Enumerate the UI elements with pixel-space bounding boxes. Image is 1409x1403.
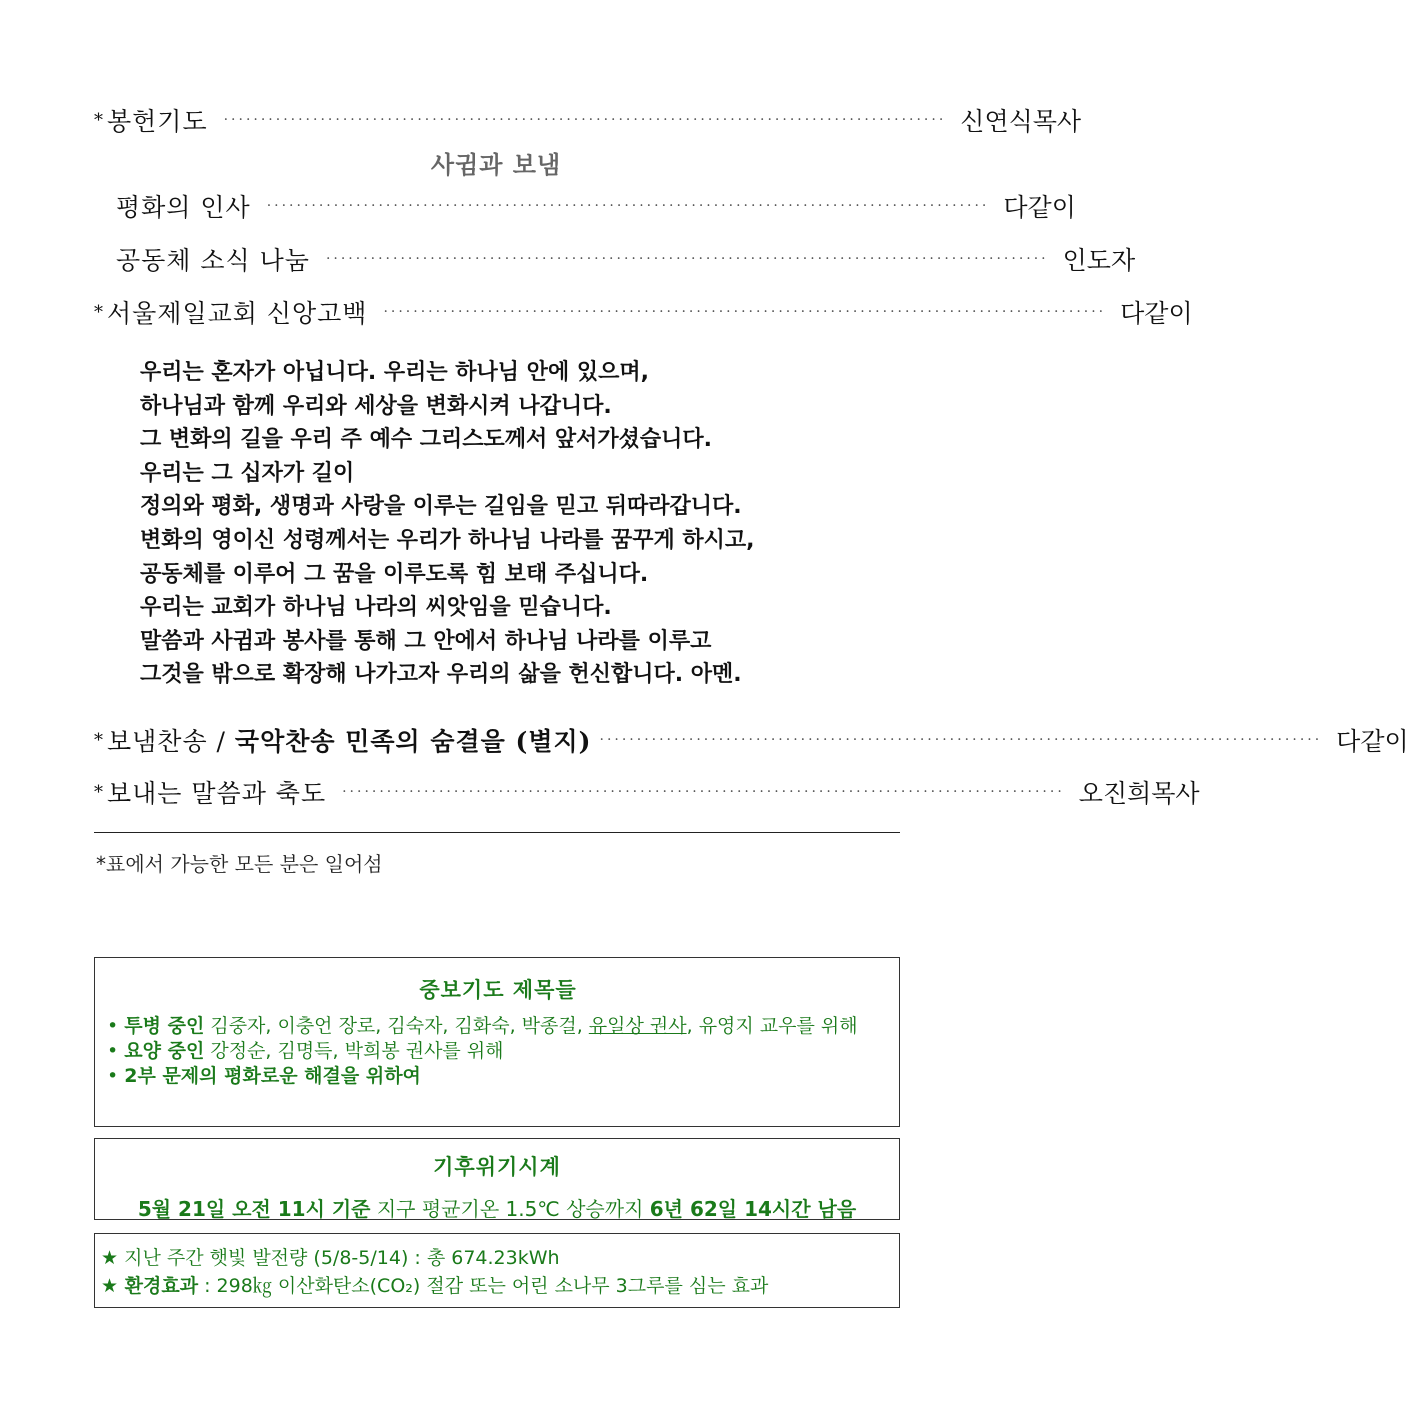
standing-mark: *	[94, 301, 103, 323]
order-leader: 다 같 이	[1003, 193, 1076, 222]
confession-line: 우리는 교회가 하나님 나라의 씨앗임을 믿습니다.	[140, 595, 612, 621]
bullet: •	[107, 1065, 119, 1087]
order-label: 서울제일교회 신앙고백	[107, 299, 368, 328]
order-label: 보내는 말씀과 축도	[107, 779, 327, 808]
order-leader: 다 같 이	[1120, 299, 1193, 328]
order-row-offering-prayer	[94, 100, 1082, 140]
order-row-peace-greeting	[116, 186, 1076, 226]
prayer-requests-box	[94, 957, 900, 1127]
divider	[94, 832, 900, 833]
prayer-item: • 요양 중인 강정순, 김명득, 박희봉 권사를 위해	[107, 1040, 504, 1062]
confession-line: 정의와 평화, 생명과 사랑을 이루는 길임을 믿고 뒤따라갑니다.	[140, 494, 742, 520]
leader-dots: ·································································································	[342, 784, 1065, 800]
leader-dots: ·································································································	[599, 732, 1323, 748]
prayer-item: • 2부 문제의 평화로운 해결을 위하여	[107, 1065, 421, 1087]
order-leader: 인 도 자	[1062, 246, 1136, 275]
box-title: 기후위기시계	[433, 1155, 561, 1179]
section-title: 사귐과 보냄	[430, 151, 562, 179]
prayer-item: • 투병 중인 김중자, 이충언 장로, 김숙자, 김화숙, 박종걸, 유일상 권사, 유영지 교우를 위해	[107, 1015, 858, 1037]
confession-line: 우리는 혼자가 아닙니다. 우리는 하나님 안에 있으며,	[140, 360, 649, 385]
confession-line: 우리는 그 십자가 길이	[140, 460, 355, 486]
star-icon: ★	[101, 1247, 119, 1269]
order-label: 봉헌기도	[107, 107, 208, 136]
leader-dots: ·································································································	[325, 251, 1049, 267]
order-row-community-news	[116, 239, 1136, 279]
solar-power-box	[94, 1233, 900, 1308]
standing-mark: *	[94, 781, 103, 803]
leader-dots: ·································································································	[383, 304, 1107, 320]
climate-clock-box	[94, 1138, 900, 1220]
order-row-benediction	[94, 772, 1200, 812]
standing-mark: *	[94, 109, 103, 131]
solar-line: ★ 환경효과 : 298㎏ 이산화탄소(CO₂) 절감 또는 어린 소나무 3그루를 심는 효과	[101, 1275, 769, 1297]
order-row-confession-of-faith	[94, 292, 1193, 332]
standing-mark: *	[94, 729, 103, 751]
order-label: 보냄찬송 / 국악찬송 민족의 숨결을 (별지)	[107, 727, 592, 756]
order-label: 평화의 인사	[116, 193, 251, 222]
confession-line: 공동체를 이루어 그 꿈을 이루도록 힘 보태 주십니다.	[140, 561, 649, 587]
confession-line: 그 변화의 길을 우리 주 예수 그리스도께서 앞서가셨습니다.	[140, 427, 713, 453]
confession-line: 그것을 밖으로 확장해 나가고자 우리의 삶을 헌신합니다. 아멘.	[140, 662, 742, 688]
order-leader: 다 같 이	[1336, 727, 1409, 756]
leader-dots: ·································································································	[223, 112, 947, 128]
confession-line: 하나님과 함께 우리와 세상을 변화시켜 나갑니다.	[140, 393, 612, 419]
standing-note: *표에서 가능한 모든 분은 일어섬	[96, 852, 383, 876]
order-leader: 오 진 희 목 사	[1078, 779, 1200, 808]
climate-clock-line: 5월 21일 오전 11시 기준 지구 평균기온 1.5℃ 상승까지 6년 62일 14시간 남음	[137, 1197, 857, 1221]
order-row-sending-hymn	[94, 720, 1409, 760]
confession-line: 말씀과 사귐과 봉사를 통해 그 안에서 하나님 나라를 이루고	[140, 628, 712, 654]
bullet: •	[107, 1040, 119, 1062]
order-label: 공동체 소식 나눔	[116, 246, 310, 275]
confession-line: 변화의 영이신 성령께서는 우리가 하나님 나라를 꿈꾸게 하시고,	[140, 527, 755, 553]
confession-text	[140, 356, 900, 692]
box-title: 중보기도 제목들	[419, 978, 577, 1002]
star-icon: ★	[101, 1275, 119, 1297]
hymn-title: 국악찬송 민족의 숨결을 (별지)	[234, 727, 592, 756]
bullet: •	[107, 1015, 119, 1037]
leader-dots: ·································································································	[266, 198, 990, 214]
order-leader: 신 연 식 목 사	[960, 107, 1082, 136]
solar-line: ★ 지난 주간 햇빛 발전량 (5/8-5/14) : 총 674.23kWh	[101, 1247, 560, 1269]
